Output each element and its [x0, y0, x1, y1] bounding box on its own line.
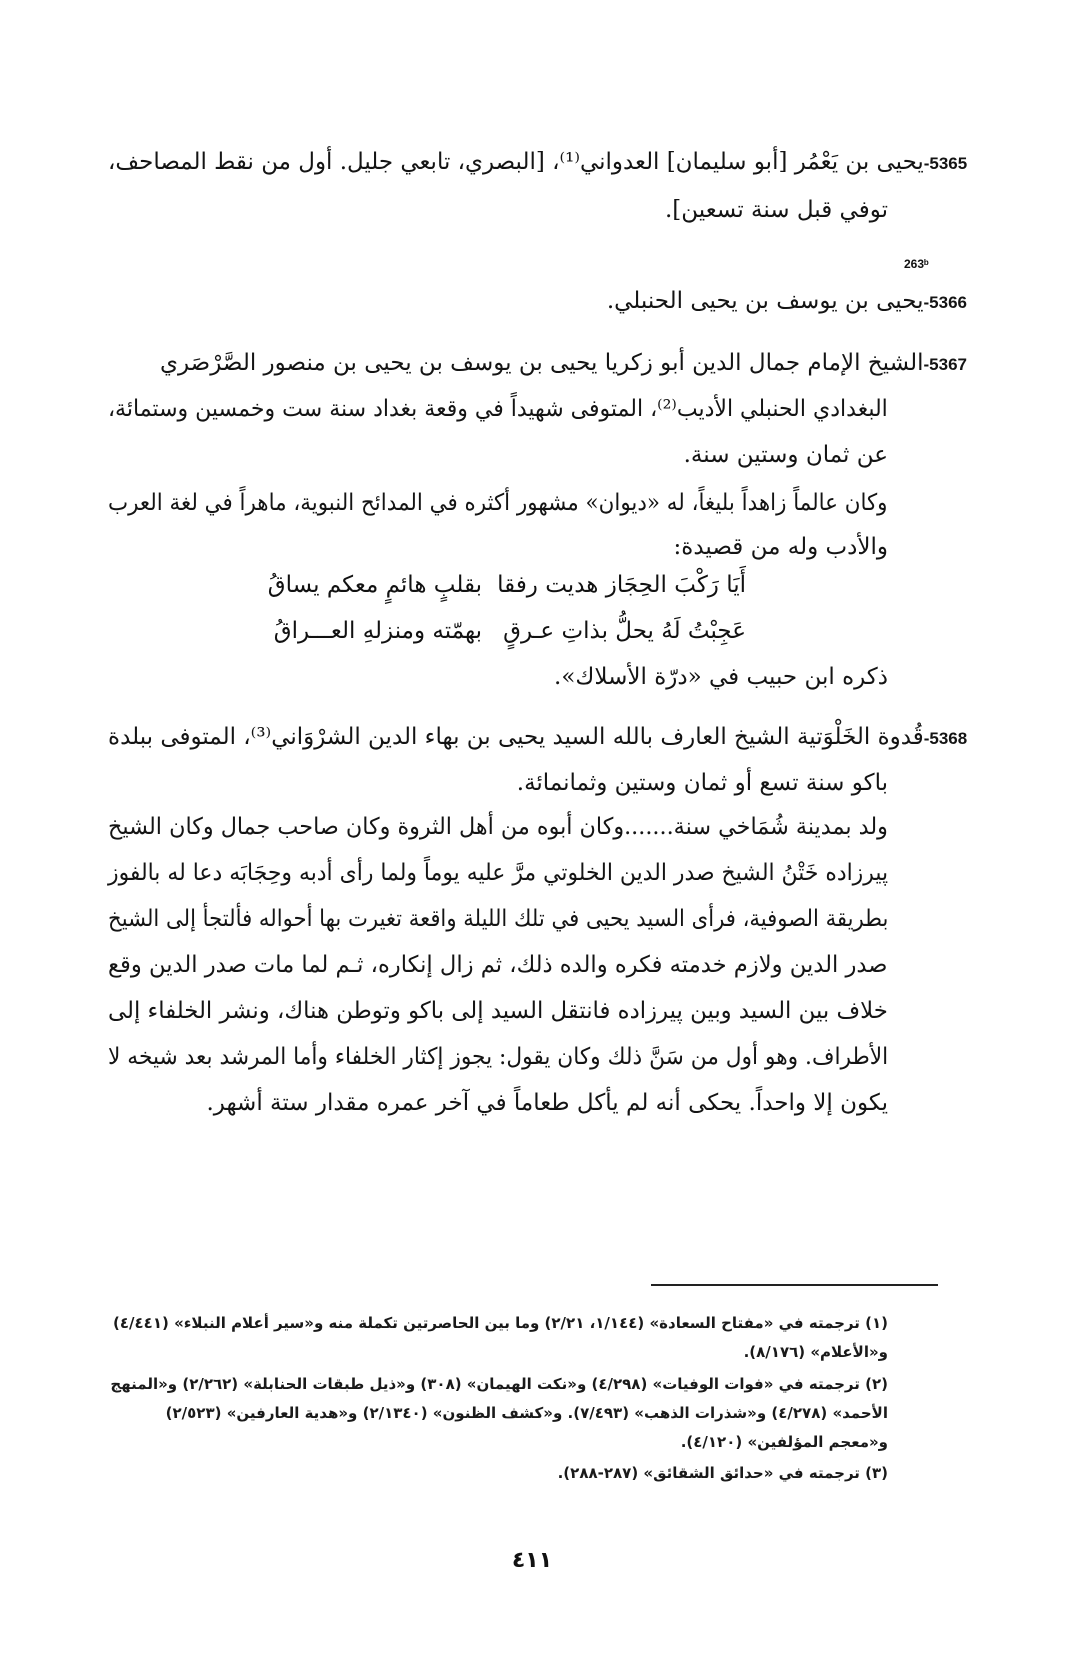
entry-number: 5366- [923, 293, 967, 312]
entry-number: 5368- [923, 729, 967, 748]
entry-5368-paragraph-line-1: ولد بمدينة شُمَاخي سنة.......وكان أبوه من أهل الثروة وكان صاحب جمال وكان الشيخ [108, 814, 888, 840]
entry-5367-source-line: ذكره ابن حبيب في «درّة الأسلاك». [554, 664, 888, 690]
verse-1-second-hemistich: بقلبٍ هائمٍ معكم يساقُ [267, 572, 482, 598]
entry-text: قُدوة الخَلْوَتية الشيخ العارف بالله السيد يحيى بن بهاء الدين الشرْوَاني⁽³⁾، المتوفى ببلدة [107, 724, 924, 750]
footnote-1-line-1: (١) ترجمته في «مفتاح السعادة» (١/١٤٤، ٢/٢١) وما بين الحاصرتين تكملة منه و«سير أعلام النبلاء» (٤/٤٤١) [113, 1314, 888, 1332]
entry-text: يحيى بن يَعْمُر [أبو سليمان] العدواني⁽¹⁾، [البصري، تابعي جليل. أول من نقط المصاحف، [107, 149, 924, 175]
page-number: ٤١١ [511, 1548, 553, 1573]
entry-5368-paragraph-line-7: يكون إلا واحداً. يحكى أنه لم يأكل طعاماً في آخر عمره مقدار ستة أشهر. [206, 1090, 888, 1116]
entry-5367-line-2: البغدادي الحنبلي الأديب⁽²⁾، المتوفى شهيداً في وقعة بغداد سنة ست وخمسين وستمائة، [108, 396, 888, 422]
footnote-1-line-2: و«الأعلام» (٨/١٧٦). [743, 1343, 888, 1361]
entry-5368-line-2: باكو سنة تسع أو ثمان وستين وثمانمائة. [516, 770, 888, 796]
entry-text: الشيخ الإمام جمال الدين أبو زكريا يحيى بن يوسف بن يحيى بن منصور الصَّرْصَري [159, 350, 924, 376]
entry-5365-line-2: توفي قبل سنة تسعين]. [664, 197, 888, 223]
footnote-2-line-1: (٢) ترجمته في «فوات الوفيات» (٤/٢٩٨) و«نكت الهيمان» (٣٠٨) و«ذيل طبقات الحنابلة» (٢/٢٦٢) و«المنهج [110, 1375, 888, 1393]
entry-5368-line-1 [108, 720, 967, 756]
verse-2-first-hemistich: عَجِبْتُ لَهُ يحلُّ بذاتِ عـرقٍ [503, 618, 746, 644]
entry-5365-line-1 [108, 145, 967, 181]
footnote-separator [651, 1284, 938, 1286]
entry-5368-paragraph-line-6: الأطراف. وهو أول من سَنَّ ذلك وكان يقول: يجوز إكثار الخلفاء وأما المرشد بعد شيخه لا [107, 1044, 888, 1070]
footnote-2-line-2: الأحمد» (٤/٢٧٨) و«شذرات الذهب» (٧/٤٩٣). و«كشف الظنون» (٢/١٣٤٠) و«هدية العارفين» (٢/٥٢٣) [165, 1404, 888, 1422]
entry-5366-line-1 [607, 284, 967, 320]
entry-number: 5365- [923, 154, 967, 173]
footnote-2-line-3: و«معجم المؤلفين» (٤/١٢٠). [680, 1433, 888, 1451]
entry-5367-paragraph-line-2: والأدب وله من قصيدة: [673, 534, 888, 560]
entry-5368-paragraph-line-5: خلاف بين السيد وبين پيرزاده فانتقل السيد إلى باكو وتوطن هناك، ونشر الخلفاء إلى [108, 998, 888, 1024]
entry-5367-line-1 [160, 346, 967, 382]
footnote-3-line-1: (٣) ترجمته في «حدائق الشقائق» (٢٨٧-٢٨٨). [557, 1464, 888, 1482]
entry-5367-line-3: عن ثمان وستين سنة. [683, 442, 888, 468]
entry-text: يحيى بن يوسف بن يحيى الحنبلي. [606, 288, 924, 314]
entry-number: 5367- [923, 355, 967, 374]
verse-1-first-hemistich: أَيَا رَكْبَ الحِجَاز هديت رفقا [497, 572, 746, 598]
entry-5368-paragraph-line-3: بطريقة الصوفية، فرأى السيد يحيى في تلك الليلة واقعة تغيرت بها أحواله فألتجأ إلى الشيخ [107, 906, 888, 932]
folio-marker: 263ᵇ [904, 257, 929, 271]
entry-5367-paragraph-line-1: وكان عالماً زاهداً بليغاً، له «ديوان» مشهور أكثره في المدائح النبوية، ماهراً في لغة العرب [108, 490, 888, 516]
entry-5368-paragraph-line-2: پيرزاده خَتْنُ الشيخ صدر الدين الخلوتي مرَّ عليه يوماً ولما رأى أدبه وحِجَابَه دعا له بالفوز [107, 860, 888, 886]
entry-5368-paragraph-line-4: صدر الدين ولازم خدمته فكره والده ذلك، ثم زال إنكاره، ثـم لما مات صدر الدين وقع [108, 952, 888, 978]
verse-2-second-hemistich: بهمّته ومنزلهِ العـــراقُ [273, 618, 482, 644]
